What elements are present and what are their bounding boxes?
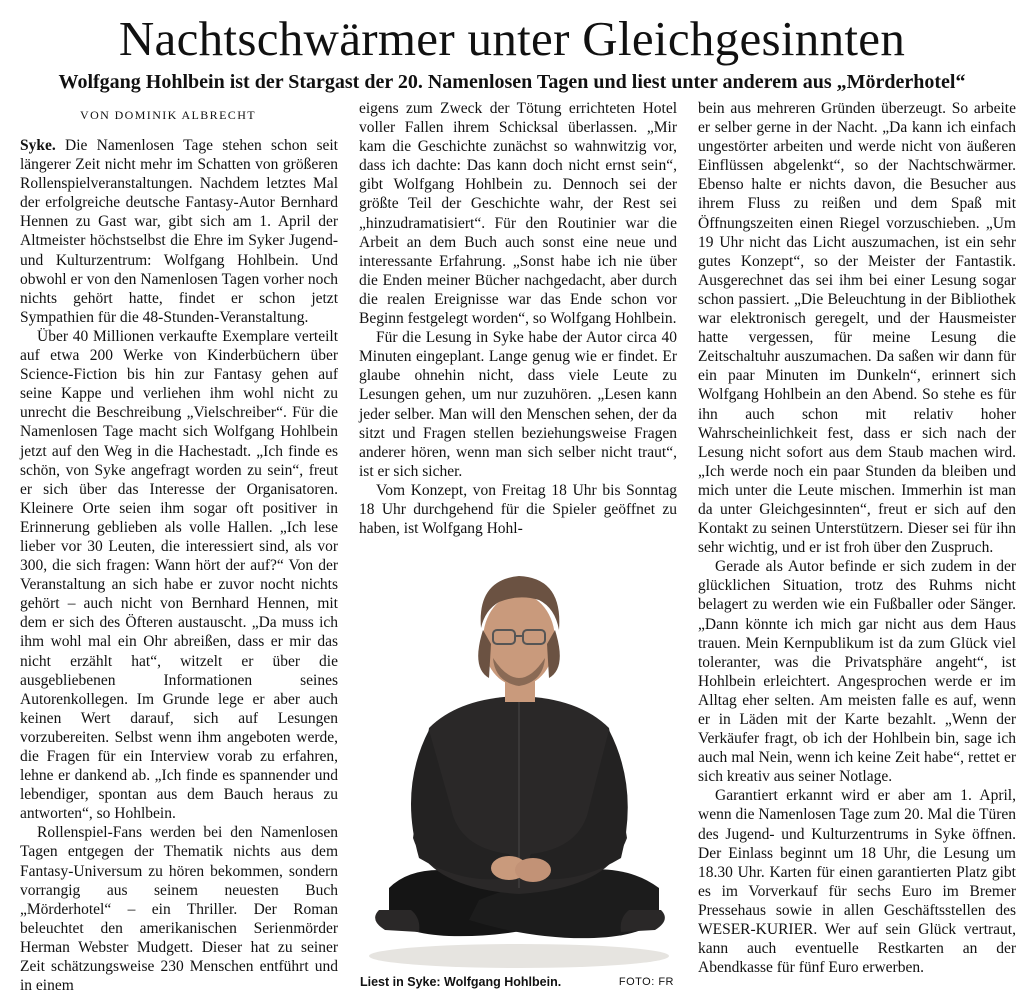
author-photo: [359, 558, 681, 968]
paragraph: [20, 136, 338, 327]
paragraph: Für die Lesung in Syke habe der Autor circa 40 Minuten eingeplant. Lange genug wie er findet. Er glaube ohnehin nicht, dass viele Leute zu Lesungen gehen, um nur zuzuhören. „Lesen kann jeder selber. Man will den Menschen sehen, der da sitzt und Fragen stellen beziehungsweise Fragen anderer hören, wenn man sich selber nicht traut“, ist er sich sicher.: [359, 329, 677, 480]
subheadline: Wolfgang Hohlbein ist der Stargast der 20. Namenlosen Tagen und liest unter anderem aus „Mörderhotel“: [58, 71, 966, 93]
paragraph: eigens zum Zweck der Tötung errichteten Hotel voller Fallen ihrem Schicksal überlassen. „Mir kam die Geschichte zunächst so wahnwitzig vor, dass ich dachte: Das kann doch nicht ernst sein“, gibt Wolfgang Hohlbein zu. Dennoch sei der größte Teil der Geschichte wahr, der Rest sei „hinzudramatisiert“. Für den Routinier war die Arbeit an dem Buch auch sonst eine neue und interessante Erfahrung. „Sonst habe ich nie über die Enden meiner Bücher nachgedacht, aber durch die realen Ereignisse war das Ende schon vor Beginn festgelegt worden“, so Wolfgang Hohlbein.: [359, 100, 677, 328]
dateline: Syke.: [20, 137, 56, 154]
headline: Nachtschwärmer unter Gleichgesinnten: [118, 11, 906, 66]
paragraph: Gerade als Autor befinde er sich zudem in der glücklichen Situation, trotz des Ruhms nicht belagert zu werden wie ein Fußballer oder Sänger. „Dann könnte ich mich gar nicht aus dem Haus trauen. Mein Kernpublikum ist da zum Glück viel toleranter, was die Privatsphäre angeht“, ist Hohlbein erleichtert. Angesprochen werde er im Alltag eher selten. Am meisten falle es auf, wenn er in Läden mit der Karte bezahlt. „Wenn der Verkäufer fragt, ob ich der Hohlbein bin, sage ich auch mal Nein, wenn ich keine Zeit habe“, rettet er sich kreativ aus seiner Notlage.: [698, 558, 1016, 786]
paragraph: bein aus mehreren Gründen überzeugt. So arbeite er selber gerne in der Nacht. „Da kann ich einfach ungestörter arbeiten und werde nicht von äußeren Einflüssen abgelenkt“, so der Nachtschwärmer. Ebenso halte er nichts davon, die Besucher aus ihrem Fluss zu reißen und dem Spaß mit Öffnungszeiten einen Riegel vorzuschieben. „Um 19 Uhr nicht das Licht auszumachen, ist ein sehr gutes Konzept“, so der Meister der Fantastik. Ausgerechnet das sei ihm bei einer Lesung sogar schon passiert. „Die Beleuchtung in der Bibliothek war elektronisch geregelt, und der Hausmeister hatte vergessen, für meine Lesung die Zeitschaltuhr auszumachen. Da saßen wir dann für ein paar Minuten im Dunkeln“, erinnert sich Wolfgang Hohlbein an den Abend. So stehe es für ihn auch schon mit relativ hoher Wahrscheinlichkeit fest, dass er sich nach der Lesung nicht sofort aus dem Staub machen wird. „Ich werde noch ein paar Stunden da bleiben und mich unter die Leute mischen. Immerhin ist man da unter Gleichgesinnten“, freut er sich auf den Kontakt zu seinen Unterstützern. Dieser sei für ihn sehr wichtig, und er ist froh über den Zuspruch.: [698, 100, 1016, 557]
right-hand: [515, 858, 551, 882]
photo-credit: FOTO: FR: [618, 976, 674, 988]
caption-text: Liest in Syke: Wolfgang Hohlbein.: [360, 975, 562, 989]
article-column-2: [359, 99, 677, 538]
author-photo-illustration: [359, 558, 681, 968]
byline: VON DOMINIK ALBRECHT: [80, 108, 256, 122]
floor-shadow: [369, 944, 669, 968]
right-foot: [621, 910, 665, 932]
article-column-3: [698, 99, 1016, 977]
left-foot: [375, 910, 419, 932]
photo-caption: [360, 974, 682, 990]
article-column-1: [20, 136, 338, 995]
paragraph: Über 40 Millionen verkaufte Exemplare verteilt auf etwa 200 Werke von Kinderbüchern über Science-Fiction bis hin zur Fantasy gehen auf seine Kappe und verliehen ihm wohl nicht zu unrecht die Beschreibung „Vielschreiber“. Für die Namenlosen Tage macht sich Wolfgang Hohlbein jetzt auf den Weg in die Hachestadt. „Ich finde es schön, von Syke angefragt worden zu sein“, freut er sich über das Interesse der Organisatoren. Kleinere Orte seien ihm sogar oft positiver in Erinnerung geblieben als volle Hallen. „Ich lese lieber vor 30 Leuten, die interessiert sind, als vor 300, die sich fragen: Wann hört der auf?“ Von der Veranstaltung an sich habe er zuvor nocht nichts gehört – auch nicht von Bernhard Hennen, mit dem er sich des Öfteren austauscht. „Da muss ich ihm wohl mal ein Ohr abreißen, dass er mir das nicht erzählt hat“, witzelt er über die ausgebliebenen Informationen seines Autorenkollegen. Im Grunde lege er aber auch keinen Wert darauf, sich auf Lesungen vorzubereiten. Selbst wenn ihm angeboten werde, die Fragen für ein Interview vorab zu erfahren, lehne er dankend ab. „Ich finde es spannender und lebendiger, spontan aus dem Bauch heraus zu antworten“, so Hohlbein.: [20, 327, 338, 823]
paragraph: Rollenspiel-Fans werden bei den Namenlosen Tagen entgegen der Thematik nichts aus dem Fantasy-Universum zu hören bekommen, sondern vorrangig aus seinem neuesten Buch „Mörderhotel“ – ein Thriller. Der Roman beleuchtet den amerikanischen Serienmörder Herman Webster Mudgett. Dieser hat zu seiner Zeit schätzungsweise 230 Menschen entführt und in einem: [20, 824, 338, 995]
paragraph: Garantiert erkannt wird er aber am 1. April, wenn die Namenlosen Tage zum 20. Mal die Türen des Jugend- und Kulturzentrums in Syke öffnen. Der Einlass beginnt um 18 Uhr, die Lesung um 18.30 Uhr. Karten für einen garantierten Platz gibt es im Vorverkauf für sechs Euro im Bremer Pressehaus sowie in allen Geschäftsstellen des WESER-KURIER. Wer auf sein Glück vertraut, kann auch eventuelle Restkarten an der Abendkasse für fünf Euro erwerben.: [698, 787, 1016, 977]
paragraph: Vom Konzept, von Freitag 18 Uhr bis Sonntag 18 Uhr durchgehend für die Spieler geöffnet zu haben, ist Wolfgang Hohl-: [359, 481, 677, 538]
paragraph-text: Die Namenlosen Tage stehen schon seit längerer Zeit nicht mehr im Schatten von größeren Rollenspielveranstaltungen. Nachdem letztes Mal der erfolgreiche deutsche Fantasy-Autor Bernhard Hennen zu Gast war, gibt sich am 1. April der Altmeister höchstselbst die Ehre im Syker Jugend- und Kulturzentrum: Wolfgang Hohlbein. Und obwohl er von den Namenlosen Tagen vorher noch nichts gehört hatte, findet er schon jetzt Sympathien für die 48-Stunden-Veranstaltung.: [20, 137, 338, 326]
